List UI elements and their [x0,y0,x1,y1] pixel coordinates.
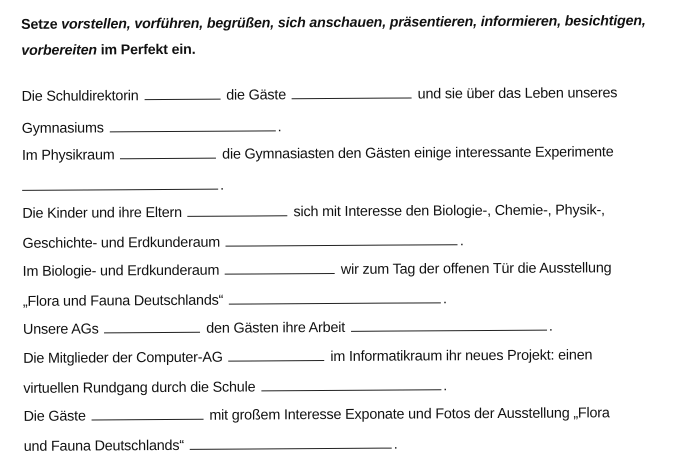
sentence-text: mit großem Interesse Exponate und Fotos der Ausstellung „Flora [209,405,610,424]
answer-blank[interactable] [120,144,216,160]
sentence-7-line-1 [23,402,609,427]
sentence-text: Die Gäste [23,408,86,425]
sentence-5-line-1 [23,316,553,340]
sentence-text: „Flora und Fauna Deutschlands“ [22,292,224,310]
sentence-4-line-2 [23,288,447,312]
sentence-2-line-1 [22,141,614,166]
sentence-text: und sie über das Leben unseres [417,85,618,103]
instruction-prefix: Setze [21,16,62,33]
answer-blank[interactable] [188,201,288,217]
answer-blank[interactable] [190,434,392,450]
period: . [548,318,553,335]
instruction-verbs: vorstellen, vorführen, begrüßen, sich anschauen, präsentieren, informieren, besichtigen, vorbereiten [21,13,646,59]
sentence-text: die Gäste [226,87,287,104]
answer-blank[interactable] [91,405,203,421]
answer-blank[interactable] [229,288,441,304]
period: . [277,119,282,136]
sentence-4-line-1 [23,257,612,282]
sentence-1-line-1 [22,82,618,107]
sentence-2-line-2 [22,175,224,197]
sentence-text: Im Physikraum [21,147,115,164]
answer-blank[interactable] [351,316,547,332]
sentence-text: Im Biologie- und Erdkunderaum [22,262,220,280]
answer-blank[interactable] [228,346,324,362]
sentence-6-line-1 [23,344,592,368]
period: . [459,233,464,250]
answer-blank[interactable] [104,318,200,334]
period: . [443,378,448,395]
answer-blank[interactable] [110,116,276,132]
answer-blank[interactable] [22,175,218,191]
sentence-text: sich mit Interesse den Biologie-, Chemie-, Physik-, [293,202,605,221]
answer-blank[interactable] [292,83,412,99]
answer-blank[interactable] [261,375,441,391]
sentence-7-line-2 [24,434,398,457]
sentence-text: wir zum Tag der offenen Tür die Ausstellung [340,260,612,278]
sentence-text: virtuellen Rundgang durch die Schule [23,379,256,397]
answer-blank[interactable] [144,85,220,100]
sentence-3-line-1 [22,199,605,224]
sentence-text: Geschichte- und Erdkunderaum [22,234,221,252]
period: . [393,436,398,453]
instruction-suffix: im Perfekt ein. [96,41,196,59]
sentence-3-line-2 [22,230,463,254]
answer-blank[interactable] [225,259,335,275]
sentence-text: und Fauna Deutschlands“ [23,437,184,455]
sentence-text: die Gymnasiasten den Gästen einige interessante Experimente [222,144,614,163]
period: . [442,291,447,308]
sentence-text: im Informatikraum ihr neues Projekt: einen [330,347,593,365]
sentence-text: Die Schuldirektorin [21,88,139,105]
sentence-text: Gymnasiums [21,120,104,137]
sentence-text: den Gästen ihre Arbeit [206,319,346,337]
answer-blank[interactable] [226,230,458,246]
sentence-6-line-2 [23,375,447,399]
sentence-1-line-2 [22,116,282,139]
sentence-text: Die Mitglieder der Computer-AG [23,349,223,367]
sentence-text: Unsere AGs [22,321,99,338]
period: . [220,177,224,194]
task-instruction [21,8,661,64]
sentence-text: Die Kinder und ihre Eltern [22,204,182,222]
